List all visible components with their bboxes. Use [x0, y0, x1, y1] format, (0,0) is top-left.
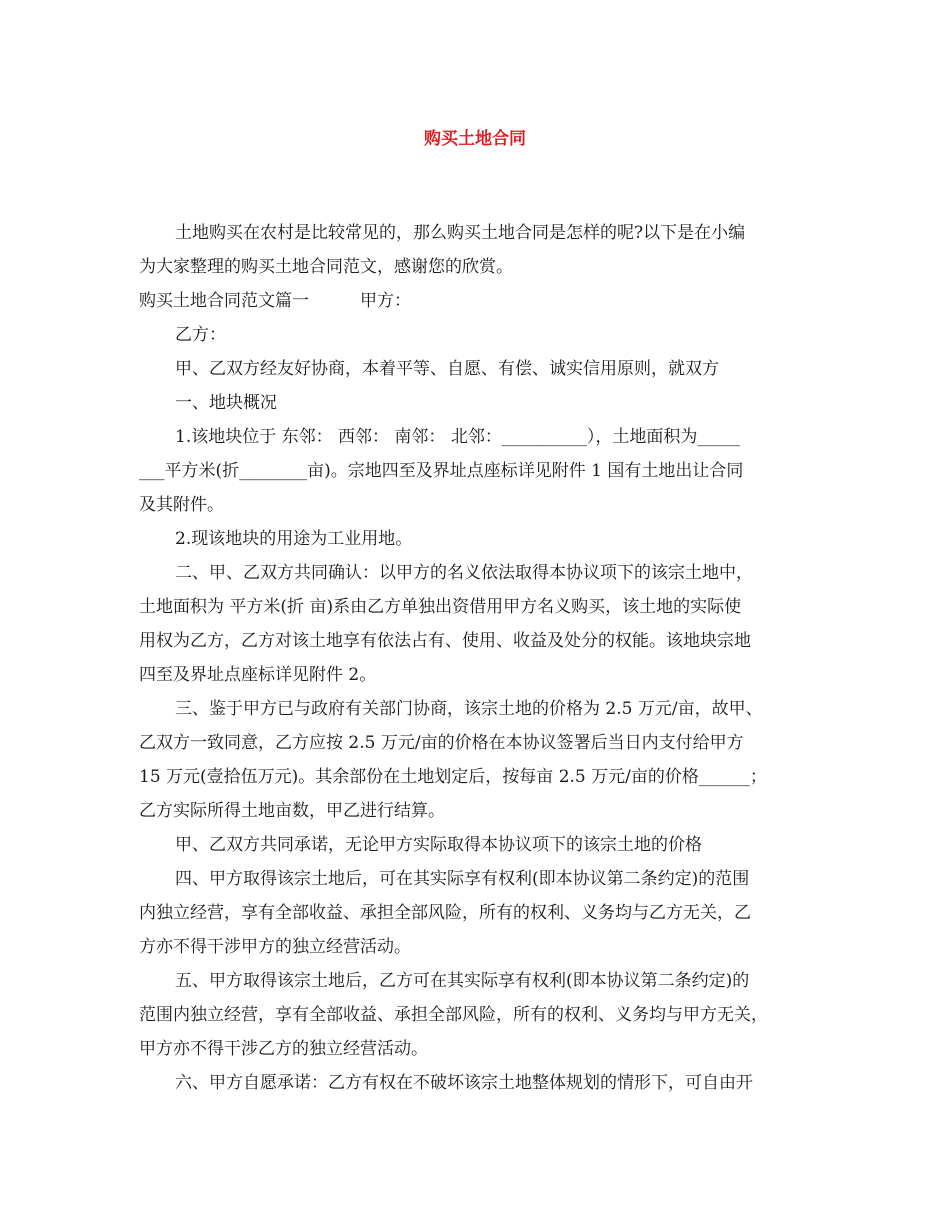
- paragraph-line: 甲、乙双方共同承诺，无论甲方实际取得本协议项下的该宗土地的价格: [175, 835, 702, 855]
- paragraph-line: 范围内独立经营，享有全部收益、承担全部风险，所有的权利、义务均与甲方无关，: [139, 1005, 768, 1025]
- paragraph-line: 2.现该地块的用途为工业用地。: [175, 529, 413, 549]
- paragraph-line: 六、甲方自愿承诺：乙方有权在不破坏该宗土地整体规划的情形下，可自由开: [175, 1073, 753, 1093]
- paragraph-line: 乙方：: [175, 325, 226, 345]
- paragraph-line: 及其附件。: [139, 495, 224, 515]
- paragraph-line: 方亦不得干涉甲方的独立经营活动。: [139, 937, 411, 957]
- paragraph-line: 四、甲方取得该宗土地后，可在其实际享有权利(即本协议第二条约定)的范围: [175, 869, 750, 889]
- paragraph-line: 购买土地合同范文篇一 甲方：: [139, 291, 411, 311]
- paragraph-line: 甲、乙双方经友好协商，本着平等、自愿、有偿、诚实信用原则，就双方: [175, 359, 719, 379]
- paragraph-line: 用权为乙方，乙方对该土地享有依法占有、使用、收益及处分的权能。该地块宗地: [139, 631, 751, 651]
- paragraph-line: 三、鉴于甲方已与政府有关部门协商，该宗土地的价格为 2.5 万元/亩，故甲、: [175, 699, 763, 719]
- paragraph-line: 四至及界址点座标详见附件 2。: [139, 665, 377, 685]
- paragraph-line: 1.该地块位于 东邻： 西邻： 南邻： 北邻：__________），土地面积为_____: [175, 427, 740, 447]
- paragraph-line: ___平方米(折________亩)。宗地四至及界址点座标详见附件 1 国有土地出让合同: [139, 461, 744, 481]
- section-heading: 一、地块概况: [175, 393, 277, 413]
- paragraph-line: 土地购买在农村是比较常见的，那么购买土地合同是怎样的呢?以下是在小编: [175, 223, 746, 243]
- paragraph-line: 土地面积为 平方米(折 亩)系由乙方单独出资借用甲方名义购买，该土地的实际使: [139, 597, 742, 617]
- paragraph-line: 为大家整理的购买土地合同范文，感谢您的欣赏。: [139, 257, 513, 277]
- paragraph-line: 内独立经营，享有全部收益、承担全部风险，所有的权利、义务均与乙方无关，乙: [139, 903, 751, 923]
- document-title: 购买土地合同: [424, 129, 526, 149]
- paragraph-line: 乙方实际所得土地亩数，甲乙进行结算。: [139, 801, 445, 821]
- paragraph-line: 乙双方一致同意，乙方应按 2.5 万元/亩的价格在本协议签署后当日内支付给甲方: [139, 733, 744, 753]
- paragraph-line: 五、甲方取得该宗土地后，乙方可在其实际享有权利(即本协议第二条约定)的: [175, 971, 750, 991]
- paragraph-line: 二、甲、乙双方共同确认：以甲方的名义依法取得本协议项下的该宗土地中，: [175, 563, 753, 583]
- paragraph-line: 甲方亦不得干涉乙方的独立经营活动。: [139, 1039, 428, 1059]
- paragraph-line: 15 万元(壹拾伍万元)。其余部份在土地划定后，按每亩 2.5 万元/亩的价格______；: [139, 767, 767, 787]
